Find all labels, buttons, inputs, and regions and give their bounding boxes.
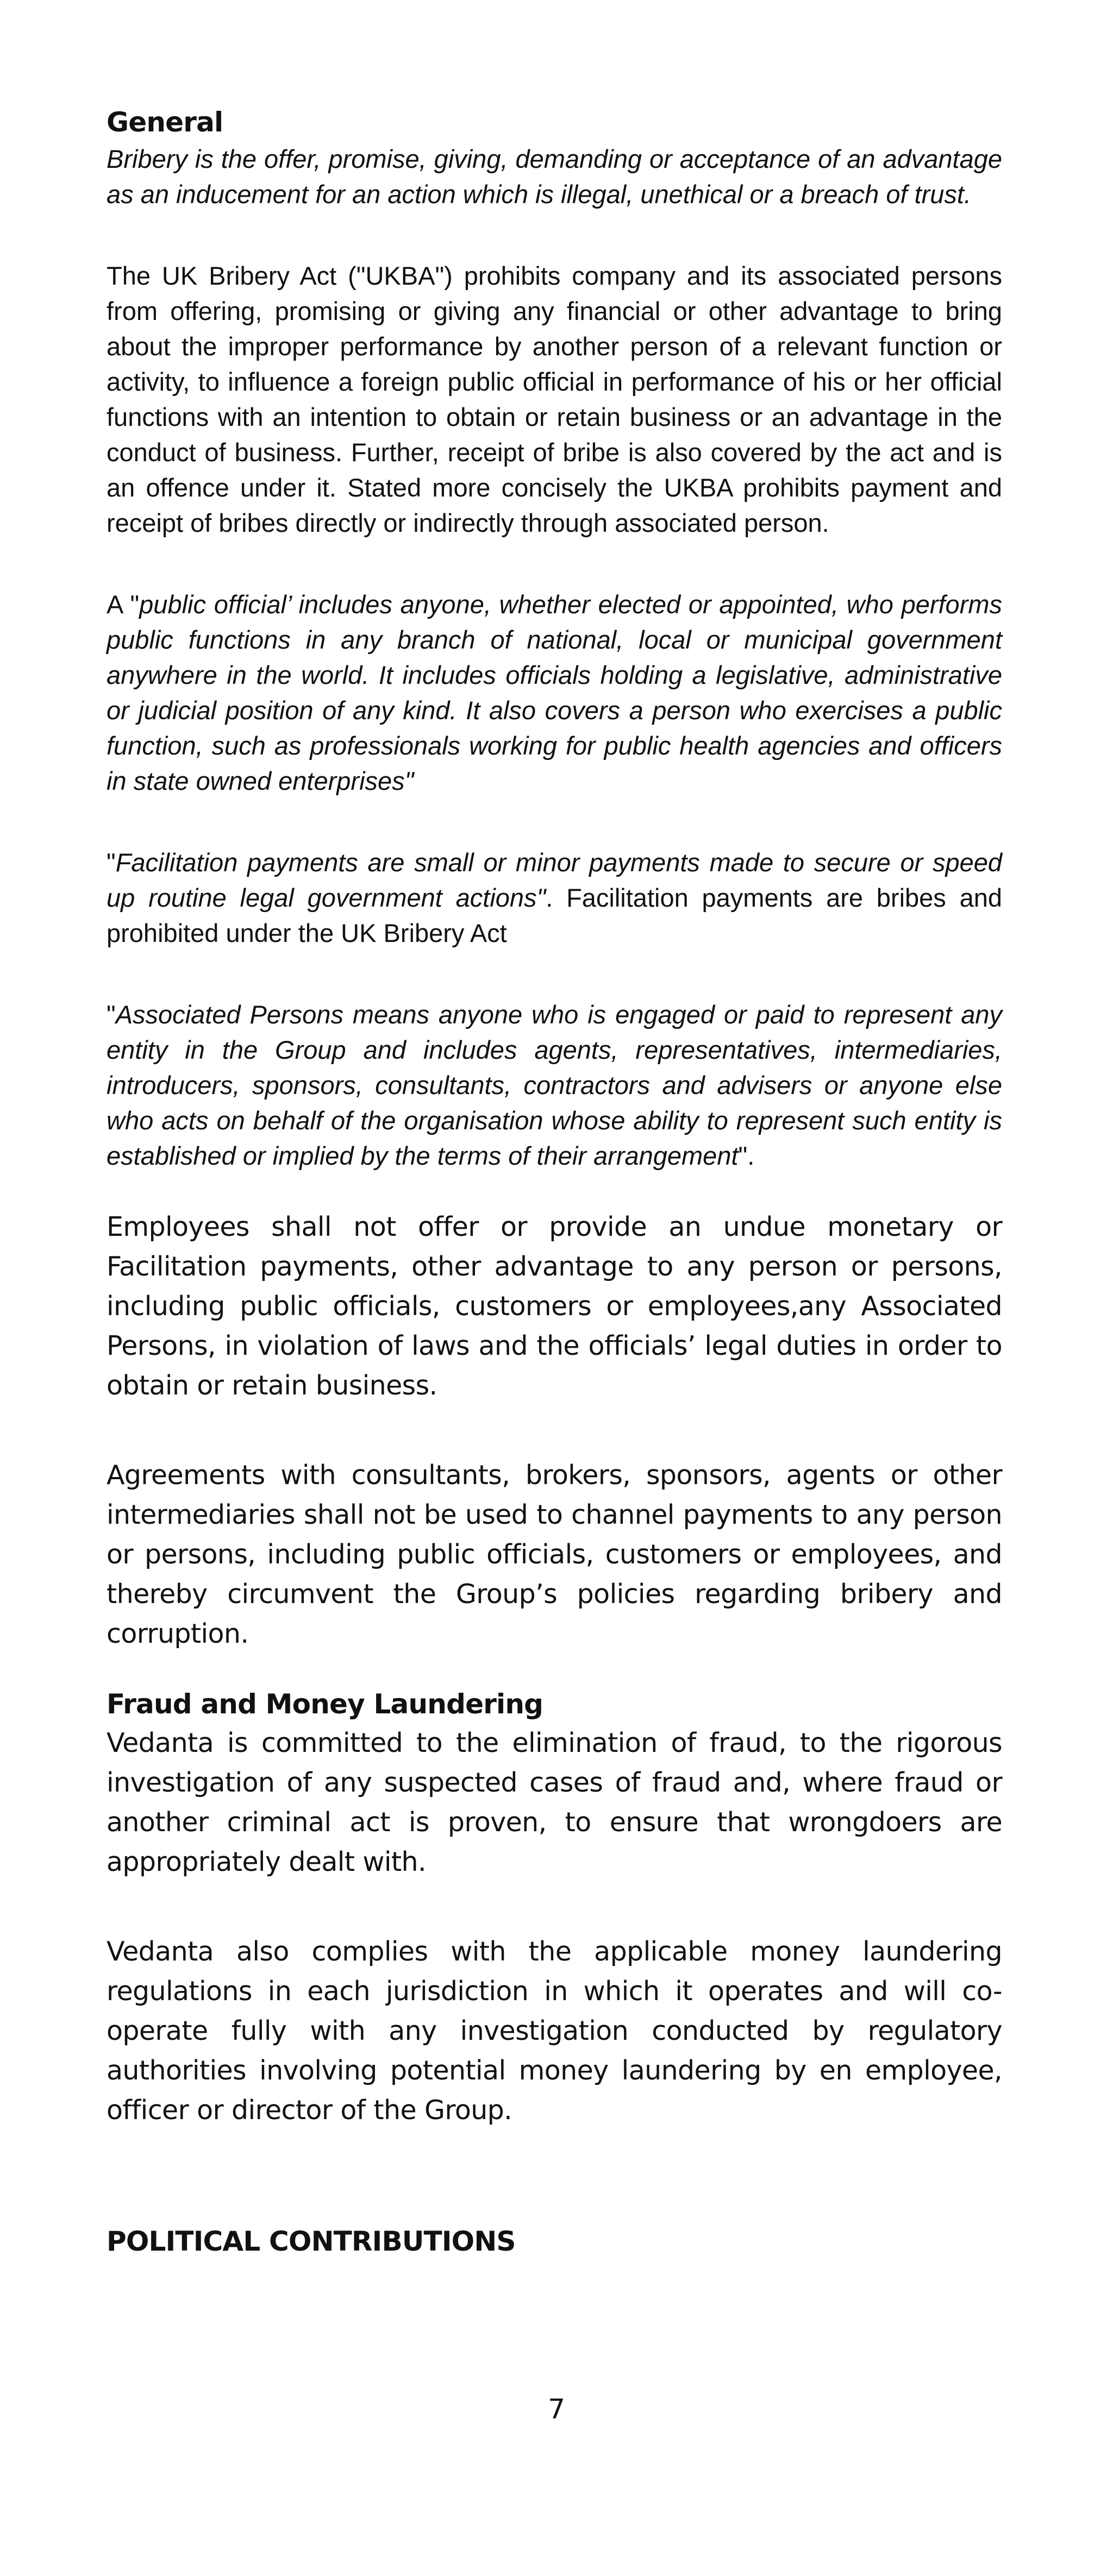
section-heading-fraud: Fraud and Money Laundering [107, 1688, 543, 1720]
ukba-paragraph: The UK Bribery Act ("UKBA") prohibits company and its associated persons from offering, promising or giving any financial or other advantage to bring about the improper performance by another person of a relevant function or activity, to influence a foreign public official in performance of his or her official functions with an intention to obtain or retain business or an advantage in the conduct of business. Further, receipt of bribe is also covered by the act and is an offence under it. Stated more concisely the UKBA prohibits payment and receipt of bribes directly or indirectly through associated person. [107, 261, 1002, 537]
page-number: 7 [548, 2393, 565, 2425]
section-heading-political-contributions: POLITICAL CONTRIBUTIONS [107, 2226, 516, 2257]
employees-paragraph: Employees shall not offer or provide an undue monetary or Facilitation payments, other advantage to any person or persons, including public officials, customers or employees,any Associated Persons, in violation of laws and the officials’ legal duties in order to obtain or retain business. [107, 1211, 1002, 1401]
money-laundering-paragraph: Vedanta also complies with the applicable money laundering regulations in each jurisdiction in which it operates and will co-operate fully with any investigation conducted by regulatory authorities involving potential money laundering by en employee, officer or director of the Group. [107, 1936, 1002, 2126]
bribery-definition: Bribery is the offer, promise, giving, demanding or acceptance of an advantage as an inducement for an action which is illegal, unethical or a breach of trust. [107, 144, 1002, 209]
agreements-paragraph: Agreements with consultants, brokers, sponsors, agents or other intermediaries shall not be used to channel payments to any person or persons, including public officials, customers or employees, and thereby circumvent the Group’s policies regarding bribery and corruption. [107, 1460, 1002, 1649]
section-heading-general: General [107, 106, 223, 138]
facilitation-payments-definition: "Facilitation payments are small or minor payments made to secure or speed up routine legal government actions". Facilitation payments are bribes and prohibited under the UK Bribery Act [107, 848, 1002, 947]
document-page [107, 103, 1002, 2260]
fraud-paragraph: Vedanta is committed to the elimination of fraud, to the rigorous investigation of any suspected cases of fraud and, where fraud or another criminal act is proven, to ensure that wrongdoers are appropriately dealt with. [107, 1727, 1002, 1877]
public-official-definition: A "public official’ includes anyone, whether elected or appointed, who performs public functions in any branch of national, local or municipal government anywhere in the world. It includes officials holding a legislative, administrative or judicial position of any kind. It also covers a person who exercises a public function, such as professionals working for public health agencies and officers in state owned enterprises" [107, 590, 1003, 795]
associated-persons-definition: "Associated Persons means anyone who is engaged or paid to represent any entity in the Group and includes agents, representatives, intermediaries, introducers, sponsors, consultants, contractors and advisers or anyone else who acts on behalf of the organisation whose ability to represent such entity is established or implied by the terms of their arrangement". [107, 1000, 1002, 1170]
